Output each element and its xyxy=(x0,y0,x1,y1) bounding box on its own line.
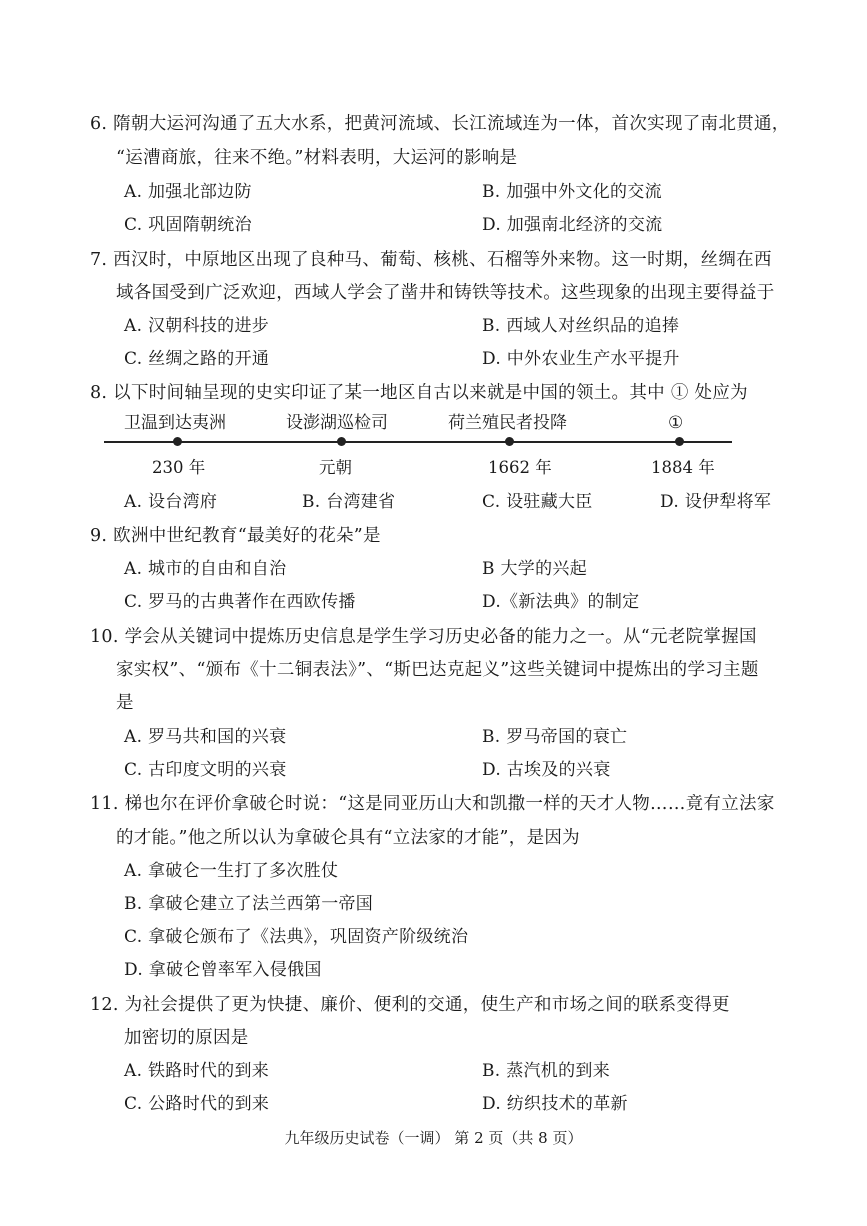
question-7-option-b[interactable]: B. 西域人对丝织品的追捧 xyxy=(482,316,680,336)
question-12-line-2: 加密切的原因是 xyxy=(124,1028,249,1048)
question-9-option-a[interactable]: A. 城市的自由和自治 xyxy=(124,559,287,579)
timeline-point-4 xyxy=(675,437,684,446)
question-10-option-d[interactable]: D. 古埃及的兴衰 xyxy=(482,760,611,780)
question-7-option-d[interactable]: D. 中外农业生产水平提升 xyxy=(482,349,680,369)
question-7-line-2: 域各国受到广泛欢迎，西域人学会了凿井和铸铁等技术。这些现象的出现主要得益于 xyxy=(116,283,775,303)
timeline-event-4: ① xyxy=(668,413,684,433)
question-12-line-1: 12. 为社会提供了更为快捷、廉价、便利的交通，使生产和市场之间的联系变得更 xyxy=(90,995,730,1015)
question-6-line-1: 6. 隋朝大运河沟通了五大水系，把黄河流域、长江流域连为一体，首次实现了南北贯通， xyxy=(90,114,790,134)
question-11-line-1: 11. 梯也尔在评价拿破仑时说：“这是同亚历山大和凯撒一样的天才人物……竟有立法家 xyxy=(90,794,775,814)
question-6-option-d[interactable]: D. 加强南北经济的交流 xyxy=(482,215,663,235)
question-11-option-b[interactable]: B. 拿破仑建立了法兰西第一帝国 xyxy=(124,894,374,914)
question-12-option-a[interactable]: A. 铁路时代的到来 xyxy=(124,1061,270,1081)
timeline-point-3 xyxy=(505,437,514,446)
question-12-option-b[interactable]: B. 蒸汽机的到来 xyxy=(482,1061,610,1081)
page-footer: 九年级历史试卷（一调） 第 2 页（共 8 页） xyxy=(284,1129,583,1147)
timeline-date-1: 230 年 xyxy=(152,458,206,477)
question-12-option-c[interactable]: C. 公路时代的到来 xyxy=(124,1094,270,1114)
question-8-option-a[interactable]: A. 设台湾府 xyxy=(124,492,218,512)
question-8-option-c[interactable]: C. 设驻藏大臣 xyxy=(482,492,593,512)
timeline-axis xyxy=(104,441,732,443)
question-9-line-1: 9. 欧洲中世纪教育“最美好的花朵”是 xyxy=(90,526,381,546)
question-10-line-1: 10. 学会从关键词中提炼历史信息是学生学习历史必备的能力之一。从“元老院掌握国 xyxy=(90,627,757,647)
question-6-option-c[interactable]: C. 巩固隋朝统治 xyxy=(124,215,252,235)
question-8-line-1: 8. 以下时间轴呈现的史实印证了某一地区自古以来就是中国的领土。其中 ① 处应为 xyxy=(90,383,748,403)
timeline-event-2: 设澎湖巡检司 xyxy=(286,413,388,433)
timeline-date-4: 1884 年 xyxy=(651,458,715,477)
timeline-point-1 xyxy=(173,437,182,446)
question-11-option-c[interactable]: C. 拿破仑颁布了《法典》，巩固资产阶级统治 xyxy=(124,927,469,947)
question-9-option-c[interactable]: C. 罗马的古典著作在西欧传播 xyxy=(124,592,356,612)
question-11-option-a[interactable]: A. 拿破仑一生打了多次胜仗 xyxy=(124,861,339,881)
question-7-line-1: 7. 西汉时，中原地区出现了良种马、葡萄、核桃、石榴等外来物。这一时期，丝绸在西 xyxy=(90,250,772,270)
question-6-option-b[interactable]: B. 加强中外文化的交流 xyxy=(482,182,662,202)
question-7-option-a[interactable]: A. 汉朝科技的进步 xyxy=(124,316,270,336)
question-11-line-2: 的才能。”他之所以认为拿破仑具有“立法家的才能”，是因为 xyxy=(116,828,580,848)
question-12-option-d[interactable]: D. 纺织技术的革新 xyxy=(482,1094,628,1114)
question-9-option-d[interactable]: D.《新法典》的制定 xyxy=(482,592,640,612)
timeline-date-3: 1662 年 xyxy=(488,458,552,477)
question-10-line-2: 家实权”、“颁布《十二铜表法》”、“斯巴达克起义”这些关键词中提炼出的学习主题 xyxy=(116,660,759,680)
question-8-option-d[interactable]: D. 设伊犁将军 xyxy=(660,492,772,512)
question-8-option-b[interactable]: B. 台湾建省 xyxy=(302,492,396,512)
question-9-option-b[interactable]: B 大学的兴起 xyxy=(482,559,587,579)
question-10-option-c[interactable]: C. 古印度文明的兴衰 xyxy=(124,760,287,780)
timeline-date-2: 元朝 xyxy=(319,458,352,477)
question-11-option-d[interactable]: D. 拿破仑曾率军入侵俄国 xyxy=(124,960,322,980)
question-10-option-b[interactable]: B. 罗马帝国的衰亡 xyxy=(482,727,628,747)
question-6-option-a[interactable]: A. 加强北部边防 xyxy=(124,182,252,202)
question-10-option-a[interactable]: A. 罗马共和国的兴衰 xyxy=(124,727,287,747)
timeline-event-1: 卫温到达夷洲 xyxy=(124,413,226,433)
timeline-point-2 xyxy=(337,437,346,446)
question-10-line-3: 是 xyxy=(116,693,134,713)
timeline-event-3: 荷兰殖民者投降 xyxy=(448,413,567,433)
question-6-line-2: “运漕商旅，往来不绝。”材料表明，大运河的影响是 xyxy=(116,148,518,168)
question-7-option-c[interactable]: C. 丝绸之路的开通 xyxy=(124,349,270,369)
